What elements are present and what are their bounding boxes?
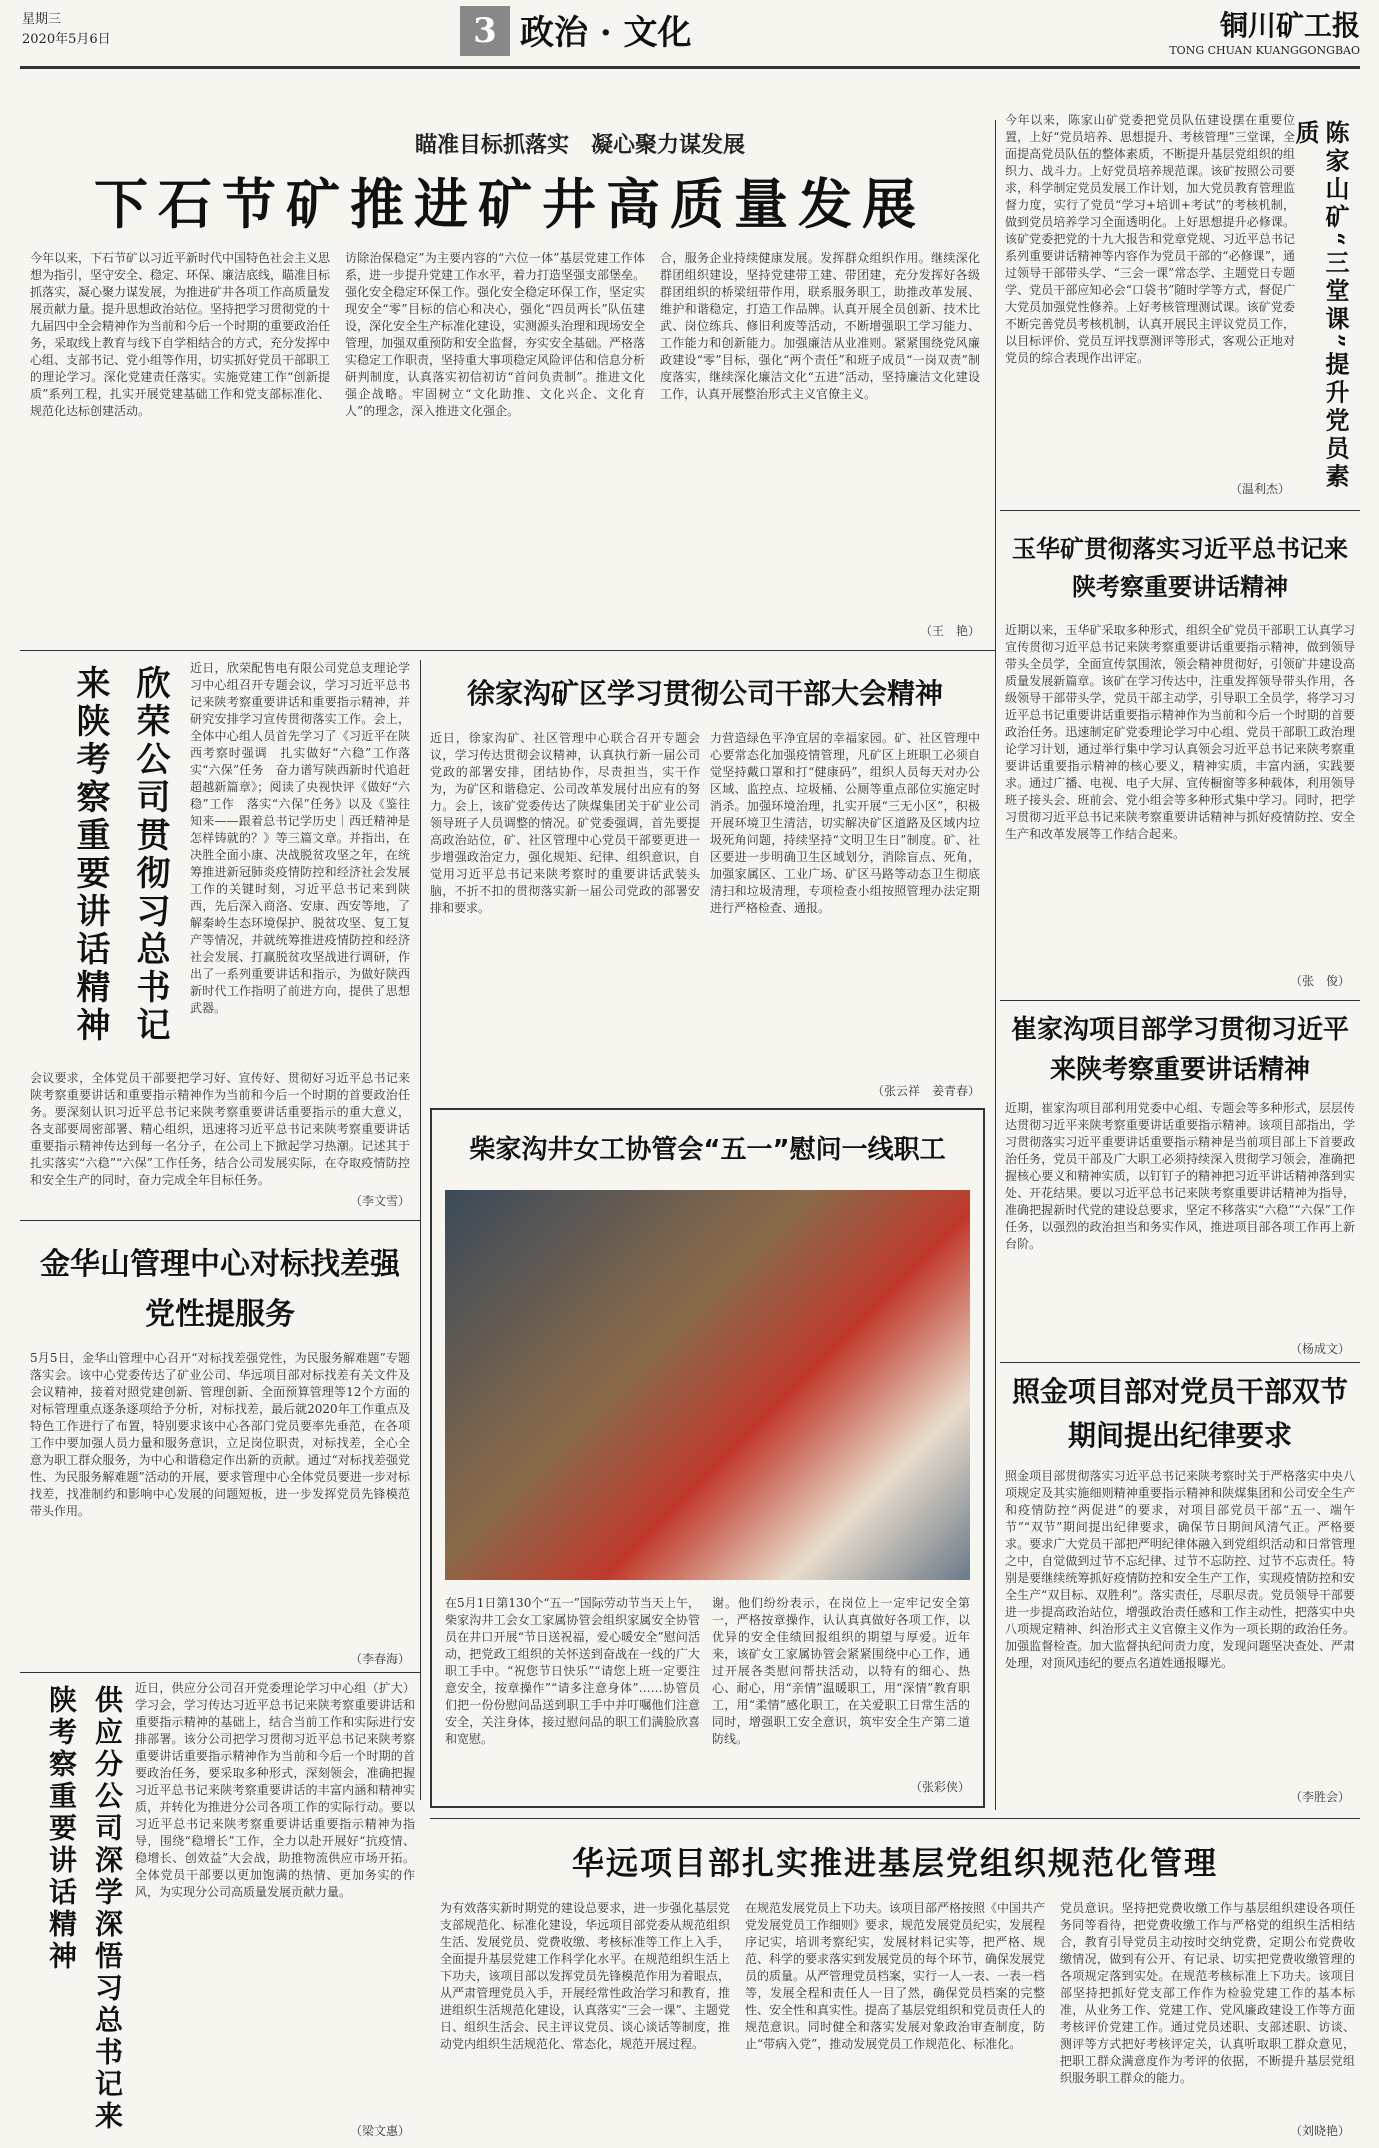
a4-signature: （张云祥 姜青春） <box>871 1084 980 1098</box>
a2-text: 今年以来，陈家山矿党委把党员队伍建设摆在重要位置，上好“党员培养、思想提升、考核管理”三堂课，全面提高党员队伍的整体素质，不断提升基层党组织的组织力、战斗力。上好党员培养规范课。该矿按照公司要求，科学制定党员发展工作计划，加大党员教育管理监督力度，实行了党员“学习+培训+考试”的考核机制，做到党员培养学习全面透明化。上好思想提升必修课。该矿党委把党的十九大报告和党章党规、习近平总书记系列重要讲话精神等内容作为党员干部的“必修课”，通过领导干部带头学、“三会一课”常态学、主题党日专题学、党员干部应知必会“口袋书”随时学等方式，督促广大党员加强党性修养。上好考核管理测试课。该矿党委不断完善党员考核机制，认真开展民主评议党员工作，以目标评价、党员互评找票测评等形式，客观公正地对党员的综合表现作出评定。 <box>1005 113 1295 365</box>
header-rule <box>20 66 1360 69</box>
a1-signature: （王 艳） <box>919 624 980 638</box>
a5-col2: 谢。他们纷纷表示，在岗位上一定牢记安全第一，严格按章操作，认认真真做好各项工作，以优异的安全佳绩回报组织的期望与厚爱。近年来，该矿女工家属协管会紧紧围绕中心工作，通过开展各类慰问帮扶活动，以特有的细心、热心、耐心，用“亲情”温暖职工，用“深情”教育职工，用“柔情”感化职工，在关爱职工日常生活的同时，增强职工安全意识，筑牢安全生产第二道防线。 <box>712 1596 970 1746</box>
a6-signature: （张 俊） <box>1289 974 1350 988</box>
a11-title: 华远项目部扎实推进基层党组织规范化管理 <box>571 1844 1218 1882</box>
a9-text: 5月5日，金华山管理中心召开“对标找差强党性，为民服务解难题”专题落实会。该中心党委传达了矿业公司、华远项目部对标找差有关文件及会议精神，接着对照党建创新、管理创新、全面预算管理等12个方面的对标管理重点逐条逐项给予分析，对标找差，最后就2020年工作重点及特色工作进行了布置，特别要求该中心各部门党员要率先垂范，在各项工作中要加强人员力量和服务意识，立足岗位职责，对标找差，全心全意为职工群众服务，为中心和谐稳定作出新的贡献。通过“对标找差强党性、为民服务解难题”活动的开展，要求管理中心全体党员要进一步对标找差，找准制约和影响中心发展的问题短板，进一步发挥党员先锋模范带头作用。 <box>30 1351 410 1518</box>
rule-a7 <box>1000 1362 1360 1363</box>
a7-text: 近期，崔家沟项目部利用党委中心组、专题会等多种形式，层层传达贯彻习近平来陕考察重要讲话重要指示精神。该项目部指出，学习贯彻落实习近平重要讲话重要指示精神是当前项目部上下首要政治任务，党员干部及广大职工必须持续深入贯彻学习领会，准确把握核心要义和精神实质，以钉钉子的精神把习近平讲话精神落到实处、开花结果。要以习近平总书记来陕考察重要讲话精神为指导，准确把握新时代党的建设总要求，坚定不移落实“六稳”“六保”工作任务，以强烈的政治担当和务实作风，推进项目部各项工作再上新台阶。 <box>1005 1101 1355 1251</box>
section-title: 政治 · 文化 <box>520 13 692 53</box>
a9-title: 金华山管理中心对标找差强党性提服务 <box>40 1247 400 1332</box>
a3-title: 欣荣公司贯彻习总书记来陕考察重要讲话精神 <box>70 665 170 1045</box>
a11-col3: 党员意识。坚持把党费收缴工作与基层组织建设各项任务同等看待，把党费收缴工作与严格党的组织生活相结合，教育引导党员主动按时交纳党费，定期公布党费收缴情况，做到有公开、有记录、切实把党费收缴管理的各项规定落到实处。在规范考核标准上下功夫。该项目部坚持把抓好党支部工作作为检验党建工作的基本标准，从业务工作、党建工作、党风廉政建设工作等方面考核评价党建工作。通过党员述职、支部述职、访谈、测评等方式把好考核评定关，认真听取职工群众意见，把职工群众满意度作为考评的依据，不断提升基层党组织服务职工群众的能力。 <box>1060 1901 1355 2085</box>
a8-signature: （李胜会） <box>1289 1790 1350 1804</box>
a4-col2: 力营造绿色平净宜居的幸福家园。矿、社区管理中心要常态化加强疫情管理，凡矿区上班职工必须自觉坚持戴口罩和打“健康码”，组织人员每天对办公区域、监控点、垃圾桶、公厕等重点部位实施定时消杀。加强环境治理，扎实开展“三无小区”，积极开展环境卫生清洁，切实解决矿区道路及区域内垃圾死角问题，持续坚持“文明卫生日”制度。矿、社区要进一步明确卫生区域划分，消除盲点、死角，加强家属区、工业广场、矿区马路等动态卫生彻底清扫和垃圾清理，专项检查小组按照管理办法定期进行严格检查、通报。 <box>710 731 980 915</box>
a2-title: 陈家山矿“三堂课”提升党员素质 <box>1291 120 1350 492</box>
page-number: 3 <box>460 6 510 56</box>
rule-a2 <box>1000 510 1360 511</box>
a5-signature: （张彩侠） <box>909 1780 970 1794</box>
a11-col1: 为有效落实新时期党的建设总要求，进一步强化基层党支部规范化、标准化建设，华远项目部党委从规范组织生活、发展党员、党费收缴、考核标准等工作上入手，全面提升基层党建工作科学化水平。在规范组织生活上下功夫，该项目部以发挥党员先锋模范作用为着眼点，从严肃管理党员入手，开展经常性政治学习和教育，推进组织生活规范化建设，认真落实“三会一课”、主题党日、组织生活会、民主评议党员、谈心谈话等制度，推动党内组织生活规范化、常态化，规范开展过程。 <box>440 1901 730 2051</box>
a11-col2: 在规范发展党员上下功夫。该项目部严格按照《中国共产党发展党员工作细则》要求，规范发展党员纪实，发展程序记实，培训考察纪实，发展材料记实等，把严格、规范、科学的要求落实到发展党员的每个环节，确保发展党员的质量。从严管理党员档案，实行一人一表、一表一档等，发展全程和责任人一目了然，确保党员档案的完整性、安全性和真实性。提高了基层党组织和党员责任人的规范意识。同时健全和落实发展对象政治审查制度，防止“带病入党”，推动发展党员工作规范化、标准化。 <box>745 1901 1046 2051</box>
rule-a6 <box>1000 1000 1360 1001</box>
issue-date: 2020年5月6日 <box>22 32 111 47</box>
rule-a1 <box>20 650 995 651</box>
a1-col1: 今年以来，下石节矿以习近平新时代中国特色社会主义思想为指引，坚守安全、稳定、环保、廉洁底线，瞄准目标抓落实，凝心聚力谋发展，为推进矿井各项工作高质量发展贡献力量。提升思想政治站位。坚持把学习贯彻党的十九届四中全会精神作为当前和今后一个时期的重要政治任务，采取线上教育与线下自学相结合的方式，充分发挥中心组、支部书记、党小组等作用，切实抓好党员干部职工的理论学习。深化党建责任落实。实施党建工作“创新提质”系列工程，扎实开展党建基础工作和党支部标准化、规范化达标创建活动。 <box>30 251 331 418</box>
a1-col2: 访除治保稳定”为主要内容的“六位一体”基层党建工作体系，进一步提升党建工作水平，着力打造坚强支部堡垒。强化安全稳定环保工作。强化安全稳定环保工作，坚定实现安全“零”目标的信心和决心，强化“四员两长”队伍建设，深化安全生产标准化建设，实测源头治理和现场安全管理，加强双重预防和安全监督，夯实安全基础。严格落实稳定工作职责，坚持重大事项稳定风险评估和信息分析研判制度，认真落实初信初访“首问负责制”。推进文化强企战略。牢固树立“文化助推、文化兴企、文化育人”的理念，深入推进文化强企。 <box>345 251 646 418</box>
a6-text: 近期以来，玉华矿采取多种形式，组织全矿党员干部职工认真学习宣传贯彻习近平总书记来陕考察重要讲话重要指示精神，做到领导带头全员学，全面宣传氛围浓，领会精神贯彻好，引领矿井建设高质量发展新篇章。该矿在学习传达中，注重发挥领导带头作用，各级领导干部带头学，党员干部主动学，引导职工全员学，将学习习近平总书记重要讲话重要指示精神作为当前和今后一个时期的首要政治任务。迅速制定矿党委理论学习中心组、党员干部职工政治理论学习计划，通过举行集中学习认真领会习近平总书记来陕考察重要讲话重要指示精神的核心要义，精神实质，丰富内涵，实践要求。通过广播、电视、电子大屏、宣传橱窗等多种载体，利用领导班子接头会、班前会、党小组会等多种形式集中学习。同时，把学习贯彻习近平总书记来陕考察重要讲话精神与抓好疫情防控、安全生产和改革发展等工作结合起来。 <box>1005 623 1355 841</box>
a8-title: 照金项目部对党员干部双节期间提出纪律要求 <box>1011 1375 1348 1452</box>
a4-title: 徐家沟矿区学习贯彻公司干部大会精神 <box>466 677 943 710</box>
header-date <box>22 10 162 60</box>
a1-title: 下石节矿推进矿井高质量发展 <box>94 173 926 236</box>
a3-text2: 会议要求，全体党员干部要把学习好、宣传好、贯彻好习近平总书记来陕考察重要讲话和重要指示精神作为当前和今后一个时期的首要政治任务。要深刻认识习近平总书记来陕考察重要讲话重要指示的重大意义，各支部要周密部署、精心组织，迅速将习近平总书记来陕考察重要讲话重要指示精神传达到每一名分子，在公司上下掀起学习热潮。记述其于扎实落实“六稳”“六保”工作任务，结合公司发展实际，在夺取疫情防控和安全生产的同时，奋力完成全年目标任务。 <box>30 1071 410 1187</box>
a2-signature: （温利杰） <box>1229 482 1290 496</box>
rule-a9 <box>20 1672 420 1673</box>
a7-title: 崔家沟项目部学习贯彻习近平来陕考察重要讲话精神 <box>1010 1015 1349 1085</box>
a1-subtitle: 瞄准目标抓落实 凝心聚力谋发展 <box>414 132 745 158</box>
a11-signature: （刘晓艳） <box>1289 2124 1350 2138</box>
a1-col3: 合，服务企业持续健康发展。发挥群众组织作用。继续深化群团组织建设，坚持党建带工建、带团建，充分发挥好各级群团组织的桥梁纽带作用，联系服务职工，助推改革发展、维护和谐稳定，打造工作品牌。认真开展全员创新、技术比武、岗位练兵、修旧利废等活动，不断增强职工学习能力、工作能力和创新能力。加强廉洁从业准则。紧紧围绕党风廉政建设“零”目标，强化“两个责任”和班子成员“一岗双责”制度落实，继续深化廉洁文化“五进”活动，坚持廉洁文化建设工作，认真开展整治形式主义官僚主义。 <box>660 251 980 401</box>
a7-signature: （杨成文） <box>1289 1342 1350 1356</box>
a8-text: 照金项目部贯彻落实习近平总书记来陕考察时关于严格落实中央八项规定及其实施细则精神重要指示精神和陕煤集团和公司安全生产和疫情防控“两促进”的要求，对项目部党员干部“五一、端午节”“双节”期间提出纪律要求，确保节日期间风清气正。严格要求。要求广大党员干部把严明纪律体融入到党组织活动和日常管理之中，自觉做到过节不忘纪律、过节不忘防控、过节不忘责任。特别是要继续统筹抓好疫情防控和安全生产工作，实现疫情防控和安全生产“双目标、双胜利”。落实责任，尽职尽责。党员领导干部要进一步提高政治站位，增强政治责任感和工作主动性，把落实中央八项规定精神、纠治形式主义官僚主义作为一项长期的政治任务。加强监督检查。加大监督执纪问责力度，发现问题坚决查处、严肃处理，对顶风违纪的要点名道姓通报曝光。 <box>1005 1469 1355 1670</box>
a9-signature: （李春海） <box>349 1652 410 1666</box>
col-divider-left <box>420 660 421 1800</box>
weekday: 星期三 <box>22 12 62 27</box>
a6-title: 玉华矿贯彻落实习近平总书记来陕考察重要讲话精神 <box>1012 535 1348 601</box>
col-divider-right <box>995 120 996 1810</box>
a10-title: 供应分公司深学深悟习总书记来陕考察重要讲话精神 <box>45 1685 124 2133</box>
rule-a3 <box>20 1220 420 1221</box>
a10-signature: （梁文惠） <box>349 2124 410 2138</box>
newspaper-name-en: TONG CHUAN KUANGGONGBAO <box>1169 44 1360 57</box>
a5-photo <box>445 1190 970 1580</box>
rule-a11 <box>430 1818 1360 1819</box>
a5-title: 柴家沟井女工协管会“五一”慰问一线职工 <box>469 1135 946 1165</box>
newspaper-name: 铜川矿工报 <box>1219 9 1360 42</box>
a5-col1: 在5月1日第130个“五一”国际劳动节当天上午，柴家沟井工会女工家属协管会组织家属安全协管员在井口开展“节日送祝福，爱心暖安全”慰问活动，把党政工组织的关怀送到奋战在一线的广大职工手中。“祝您节日快乐”“请您上班一定要注意安全，按章操作”“请多注意身体”……协管员们把一份份慰问品送到职工手中并叮嘱他们注意安全，关注身体，接过慰问品的职工们满脸欣喜和宽慰。 <box>445 1596 700 1746</box>
a10-text: 近日，供应分公司召开党委理论学习中心组（扩大）学习会，学习传达习近平总书记来陕考察重要讲话和重要指示精神的基础上，结合当前工作和实际进行安排部署。该分公司把学习贯彻习近平总书记来陕考察重要讲话重要指示精神作为当前和今后一个时期的首要政治任务，要采取多种形式，深刻领会，准确把握习近平总书记来陕考察重要讲话的丰富内涵和精神实质，并转化为推进分公司各项工作的实际行动。要以习近平总书记来陕考察重要讲话重要指示精神为指导，围绕“稳增长”工作，全力以赴开展好“抗疫情、稳增长、创效益”大会战，助推物流供应市场开拓。全体党员干部要以更加饱满的热情、更加务实的作风，为实现分公司高质量发展贡献力量。 <box>135 1681 415 1899</box>
a4-col1: 近日，徐家沟矿、社区管理中心联合召开专题会议，学习传达贯彻会议精神，认真执行新一届公司党政的部署安排，团结协作，尽责担当，实干作为，为矿区和谐稳定、公司改革发展付出应有的努力。会上，该矿党委传达了陕煤集团关于矿业公司领导班子人员调整的情况。矿党委强调，首先要提高政治站位，矿、社区管理中心党员干部要更进一步增强政治定力，强化规矩、纪律、组织意识，自觉用习近平总书记来陕考察时的重要讲话武装头脑，不折不扣的贯彻落实新一届公司党政的部署安排和要求。 <box>430 731 700 915</box>
a3-text: 近日，欣荣配售电有限公司党总支理论学习中心组召开专题会议，学习习近平总书记来陕考察重要讲话和重要指示精神，并研究安排学习宣传贯彻落实工作。会上，全体中心组人员首先学习了《习近平在陕西考察时强调 扎实做好“六稳”工作落实“六保”任务 奋力谱写陕西新时代追赶超越新篇章》；阅读了央视快评《做好“六稳”工作 落实“六保”任务》以及《鉴往知来——跟着总书记学历史｜西迁精神是怎样铸就的？》等三篇文章。并指出，在决胜全面小康、决战脱贫攻坚之年，在统筹推进新冠肺炎疫情防控和经济社会发展工作的关键时刻，习近平总书记来到陕西，先后深入商洛、安康、西安等地，了解秦岭生态环境保护、脱贫攻坚、复工复产等情况，并就统筹推进疫情防控和经济社会发展、打赢脱贫攻坚战进行调研，作出了一系列重要讲话和指示，为做好陕西新时代工作指明了前进方向，提供了思想武器。 <box>190 661 410 1015</box>
a3-signature: （李文雪） <box>349 1194 410 1208</box>
